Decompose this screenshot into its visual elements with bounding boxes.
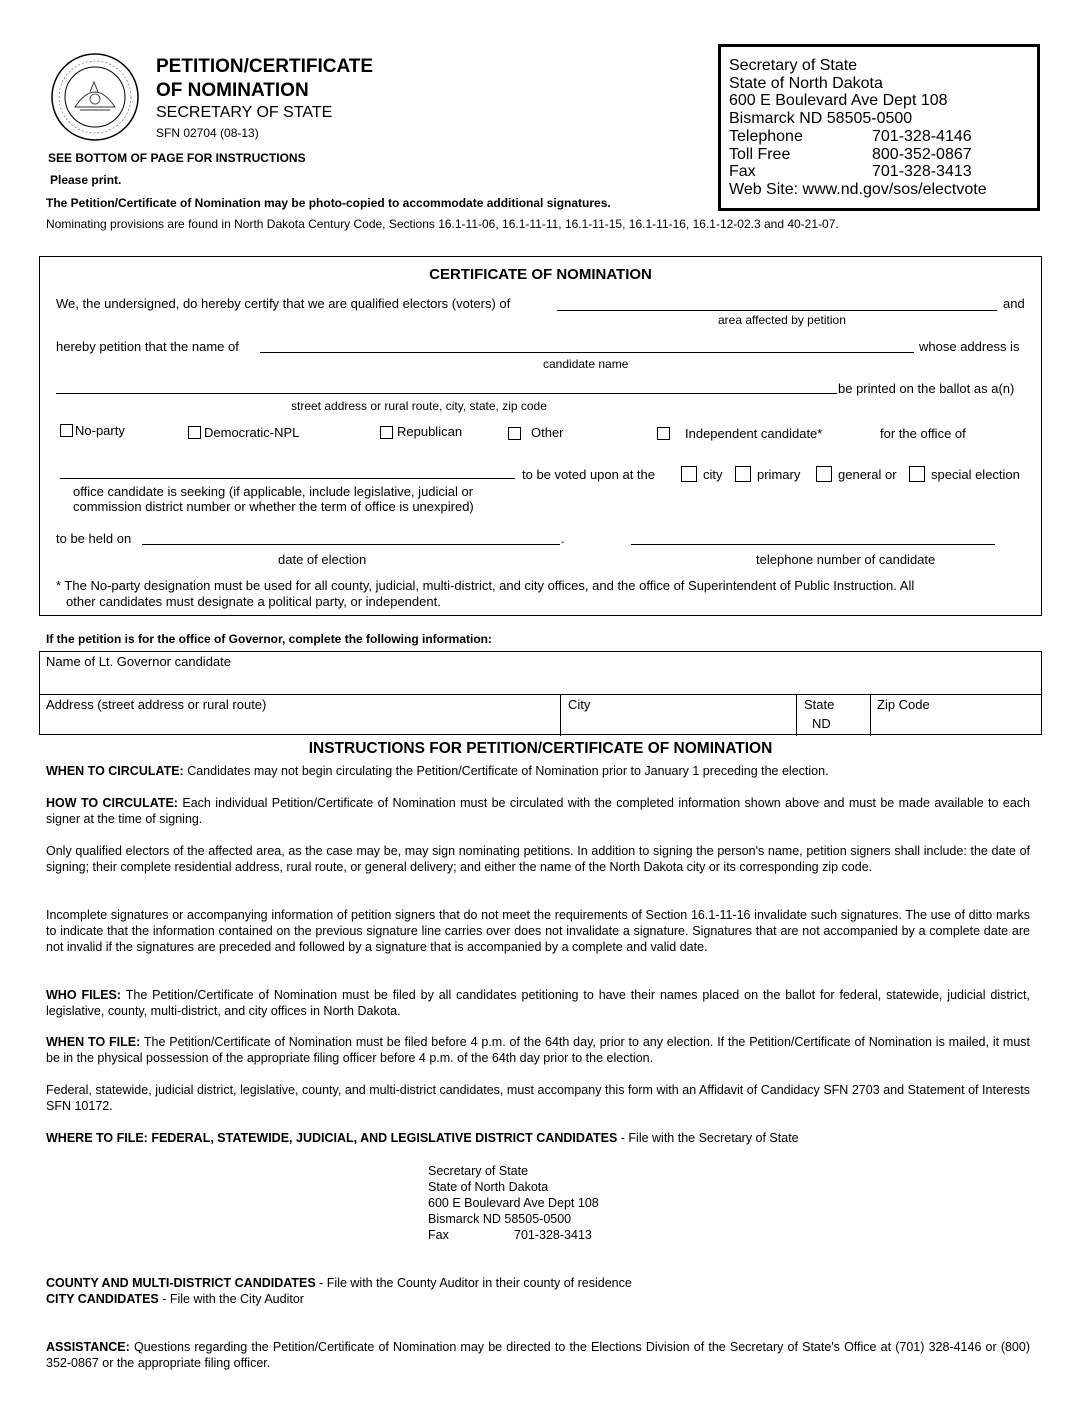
filing-address [428, 1163, 599, 1243]
tollfree-row [729, 146, 1029, 164]
when-to-circulate-text: Candidates may not begin circulating the Petition/Certificate of Nomination prior to January 1 preceding the election. [183, 764, 829, 778]
where-to-file-text: - File with the Secretary of State [617, 1131, 799, 1145]
provisions-note: Nominating provisions are found in North Dakota Century Code, Sections 16.1-11-06, 16.1-11-11, 16.1-11-15, 16.1-11-16, 16.1-12-02.3 and 40-21-07. [46, 217, 839, 231]
table-divider [796, 694, 797, 736]
telephone-row [729, 128, 1029, 146]
assistance-text: Questions regarding the Petition/Certificate of Nomination may be directed to the Elections Division of the Secretary of State's Office at (701) 328-4146 or (800) 352-0867 or the appropriate filing officer. [46, 1340, 1030, 1370]
gov-address-label: Address (street address or rural route) [46, 697, 267, 712]
who-files-text: The Petition/Certificate of Nomination must be filed by all candidates petitioning to have their names placed on the ballot for federal, statewide, judicial district, legislative, county, multi-district, and city offices in North Dakota. [46, 988, 1030, 1018]
city-election-label: city [703, 467, 723, 482]
period-text: . [561, 531, 565, 546]
area-caption: area affected by petition [718, 313, 846, 327]
form-title-line1: PETITION/CERTIFICATE [156, 56, 374, 77]
noparty-checkbox[interactable] [60, 424, 73, 437]
where-to-file [46, 1130, 1030, 1146]
telephone-label: Telephone [729, 127, 803, 145]
table-divider [870, 694, 871, 736]
phone-caption: telephone number of candidate [756, 552, 936, 567]
federal-paragraph: Federal, statewide, judicial district, legislative, county, and multi-district candidates, must accompany this form with an Affidavit of Candidacy SFN 2703 and Statement of Interests SFN 10172. [46, 1083, 1030, 1113]
other-party-checkbox[interactable] [508, 427, 521, 440]
filing-address-line: State of North Dakota [428, 1180, 549, 1194]
who-files [46, 987, 1030, 1019]
county-candidates-heading: COUNTY AND MULTI-DISTRICT CANDIDATES [46, 1276, 316, 1290]
republican-checkbox[interactable] [380, 426, 393, 439]
other-party-label: Other [531, 425, 564, 440]
office-field[interactable] [60, 478, 515, 479]
contact-line: State of North Dakota [729, 74, 883, 92]
filing-address-line: Bismarck ND 58505-0500 [428, 1212, 572, 1226]
fax-row [729, 163, 1029, 181]
please-print-note: Please print. [50, 173, 122, 187]
gov-state-value: ND [812, 716, 831, 731]
independent-checkbox[interactable] [657, 427, 670, 440]
for-office-text: for the office of [880, 426, 966, 441]
noparty-label: No-party [75, 423, 125, 438]
agency-name: SECRETARY OF STATE [156, 104, 333, 121]
table-divider [560, 694, 561, 736]
special-election-checkbox[interactable] [909, 466, 925, 482]
filing-fax-label: Fax [428, 1228, 449, 1242]
who-files-heading: WHO FILES: [46, 988, 122, 1002]
candidate-name-field[interactable] [260, 352, 914, 353]
when-to-circulate [46, 763, 1030, 779]
office-caption-1: office candidate is seeking (if applicable, include legislative, judicial or [73, 484, 474, 499]
form-number: SFN 02704 (08-13) [156, 126, 259, 140]
fax-label: Fax [729, 163, 756, 181]
photocopy-note: The Petition/Certificate of Nomination may be photo-copied to accommodate additional signatures. [46, 196, 611, 210]
special-election-label: special election [931, 467, 1020, 482]
and-text: and [1003, 296, 1025, 311]
form-title-line2: OF NOMINATION [156, 80, 309, 101]
how-to-circulate [46, 795, 1030, 827]
petition-name-text: hereby petition that the name of [56, 339, 239, 354]
contact-line: Secretary of State [729, 57, 858, 74]
footnote-line1: * The No-party designation must be used for all county, judicial, multi-district, and city offices, and the office of Superintendent of Public Instruction. All [56, 578, 915, 593]
office-caption-2: commission district number or whether the term of office is unexpired) [73, 499, 474, 514]
filing-address-line: 600 E Boulevard Ave Dept 108 [428, 1196, 599, 1210]
held-on-text: to be held on [56, 531, 132, 546]
lt-governor-label: Name of Lt. Governor candidate [46, 654, 231, 669]
primary-election-label: primary [757, 467, 801, 482]
republican-label: Republican [397, 424, 463, 439]
assistance-heading: ASSISTANCE: [46, 1340, 130, 1354]
filing-address-line: Secretary of State [428, 1164, 529, 1178]
primary-election-checkbox[interactable] [735, 466, 751, 482]
when-to-file-heading: WHEN TO FILE: [46, 1035, 141, 1049]
address-caption: street address or rural route, city, state, zip code [291, 399, 547, 413]
tollfree-label: Toll Free [729, 145, 791, 163]
footnote-line2: other candidates must designate a political party, or independent. [66, 594, 441, 609]
state-seal-icon [50, 52, 140, 142]
general-election-checkbox[interactable] [816, 466, 832, 482]
where-to-file-heading: WHERE TO FILE: FEDERAL, STATEWIDE, JUDICIAL, AND LEGISLATIVE DISTRICT CANDIDATES [46, 1131, 618, 1145]
contact-box [718, 44, 1040, 211]
independent-label: Independent candidate* [685, 426, 823, 441]
area-field[interactable] [557, 310, 997, 311]
incomplete-paragraph: Incomplete signatures or accompanying information of petition signers that do not meet the requirements of Section 16.1-11-16 invalidate such signatures. The use of ditto marks to indicate that the information contained on the previous signature line carries over does not invalidate a signature. Signatures that are not accompanied by a complete date are not invalid if the signatures are preceded and followed by a signature that is accompanied by a complete and valid date. [46, 908, 1030, 954]
candidate-address-field[interactable] [56, 393, 837, 394]
instructions-heading: INSTRUCTIONS FOR PETITION/CERTIFICATE OF NOMINATION [308, 740, 773, 757]
printed-on-ballot-text: be printed on the ballot as a(n) [838, 381, 1015, 396]
contact-line: 600 E Boulevard Ave Dept 108 [729, 92, 948, 110]
how-to-circulate-heading: HOW TO CIRCULATE: [46, 796, 178, 810]
gov-state-label: State [804, 697, 835, 712]
democratic-npl-label: Democratic-NPL [204, 425, 300, 440]
governor-intro: If the petition is for the office of Governor, complete the following information: [46, 632, 493, 646]
democratic-npl-checkbox[interactable] [188, 426, 201, 439]
candidate-phone-field[interactable] [631, 544, 995, 545]
contact-line: Bismarck ND 58505-0500 [729, 110, 913, 128]
tollfree-value: 800-352-0867 [872, 145, 972, 163]
whose-address-text: whose address is [919, 339, 1020, 354]
voted-upon-text: to be voted upon at the [522, 467, 655, 482]
election-date-field[interactable] [142, 544, 560, 545]
county-candidates-text: - File with the County Auditor in their county of residence [315, 1276, 632, 1290]
general-election-label: general or [838, 467, 897, 482]
certificate-heading: CERTIFICATE OF NOMINATION [429, 266, 652, 283]
city-candidates [46, 1291, 1030, 1307]
website-line: Web Site: www.nd.gov/sos/electvote [729, 180, 987, 198]
date-caption: date of election [278, 552, 367, 567]
city-candidates-text: - File with the City Auditor [158, 1292, 304, 1306]
county-candidates [46, 1275, 1030, 1291]
gov-zip-label: Zip Code [877, 697, 930, 712]
city-candidates-heading: CITY CANDIDATES [46, 1292, 159, 1306]
city-election-checkbox[interactable] [681, 466, 697, 482]
gov-city-label: City [568, 697, 591, 712]
telephone-value: 701-328-4146 [872, 127, 972, 145]
fax-value: 701-328-3413 [872, 163, 972, 181]
table-divider [40, 694, 1041, 695]
when-to-circulate-heading: WHEN TO CIRCULATE: [46, 764, 184, 778]
see-bottom-note: SEE BOTTOM OF PAGE FOR INSTRUCTIONS [48, 151, 306, 165]
certify-text: We, the undersigned, do hereby certify that we are qualified electors (voters) of [56, 296, 511, 311]
qualified-paragraph: Only qualified electors of the affected area, as the case may be, may sign nominating petitions. In addition to signing the person's name, petition signers shall include: the date of signing; their complete residential address, rural route, or general delivery; and either the name of the North Dakota city or its corresponding zip code. [46, 844, 1030, 874]
when-to-file [46, 1034, 1030, 1066]
how-to-circulate-text: Each individual Petition/Certificate of Nomination must be circulated with the completed information shown above and must be made available to each signer at the time of signing. [46, 796, 1031, 826]
candidate-caption: candidate name [543, 357, 629, 371]
filing-fax-line [428, 1227, 599, 1243]
when-to-file-text: The Petition/Certificate of Nomination must be filed before 4 p.m. of the 64th day, prior to any election. If the Petition/Certificate of Nomination is mailed, it must be in the physical possession of the appropriate filing officer before 4 p.m. of the 64th day prior to the election. [46, 1035, 1030, 1065]
assistance [46, 1339, 1030, 1371]
lt-governor-field[interactable] [41, 668, 1039, 692]
filing-fax-value: 701-328-3413 [514, 1228, 592, 1242]
